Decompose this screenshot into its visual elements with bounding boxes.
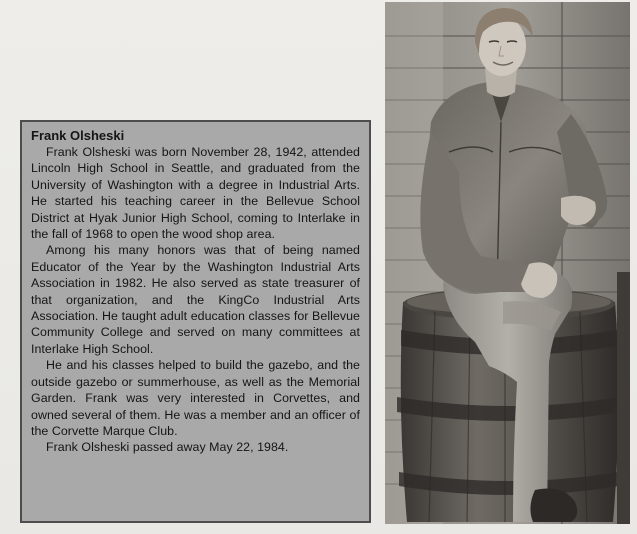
biography-box (20, 120, 371, 523)
biography-paragraph-2: Among his many honors was that of being named Educator of the Year by the Washington Industrial Arts Association in 1982. He also served as state treasurer of that organization, and the KingCo Industrial Arts Association. He taught adult education classes for Bellevue Community College and served on many committees at Interlake High School. (31, 243, 360, 356)
biography-paragraph-1: Frank Olsheski was born November 28, 1942, attended Lincoln High School in Seattle, and graduated from the University of Washington with a degree in Industrial Arts. He started his teaching career in the Bellevue School District at Hyak Junior High School, coming to Interlake in the fall of 1968 to open the wood shop area. (31, 145, 360, 242)
biography-paragraph-3: He and his classes helped to build the gazebo, and the outside gazebo or summerhouse, as well as the Memorial Garden. Frank was very interested in Corvettes, and owned several of them. He was a member and an officer of the Corvette Marque Club. (31, 358, 360, 438)
portrait-illustration (385, 2, 630, 524)
biography-paragraph-4: Frank Olsheski passed away May 22, 1984. (46, 440, 289, 455)
portrait-photo (385, 2, 630, 524)
biography-title: Frank Olsheski (31, 128, 125, 143)
